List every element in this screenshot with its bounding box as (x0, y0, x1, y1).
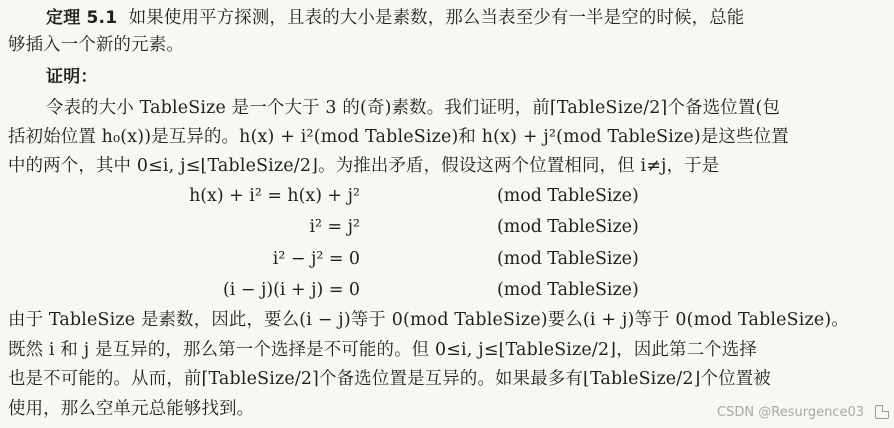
conclusion-line-3: 也是不可能的。从而，前⌈TableSize/2⌉个备选位置是互异的。如果最多有⌊TableSize/2⌋个位置被 (8, 369, 771, 389)
conclusion-line-1: 由于 TableSize 是素数，因此，要么(i − j)等于 0(mod TableSize)要么(i + j)等于 0(mod TableSize)。 (8, 310, 849, 330)
theorem-text-1: 如果使用平方探测，且表的大小是素数，那么当表至少有一半是空的时候，总能 (128, 8, 745, 28)
conclusion-line-2: 既然 i 和 j 是互异的，那么第一个选择是不可能的。但 0≤i, j≤⌊TableSize/2⌋，因此第二个选择 (8, 340, 757, 360)
proof-line-2: 括初始位置 h₀(x))是互异的。h(x) + i²(mod TableSize)和 h(x) + j²(mod TableSize)是这些位置 (8, 127, 789, 147)
theorem-line-1 (46, 7, 744, 29)
equation-1-left: h(x) + i² = h(x) + j² (189, 186, 360, 206)
theorem-line-2: 够插入一个新的元素。 (8, 35, 184, 55)
equation-1-right: (mod TableSize) (497, 186, 639, 206)
equation-4-right: (mod TableSize) (497, 280, 639, 300)
equation-3-left: i² − j² = 0 (272, 249, 360, 269)
theorem-heading: 定理 5.1 (46, 8, 118, 28)
equation-2-right: (mod TableSize) (497, 217, 639, 237)
equation-4-left: (i − j)(i + j) = 0 (223, 280, 360, 300)
equation-3-right: (mod TableSize) (497, 249, 639, 269)
equation-2-left: i² = j² (309, 217, 360, 237)
proof-line-3: 中的两个，其中 0≤i, j≤⌊TableSize/2⌋。为推出矛盾，假设这两个位置相同，但 i≠j，于是 (8, 156, 720, 176)
conclusion-line-4: 使用，那么空单元总能够找到。 (8, 399, 255, 419)
csdn-watermark: CSDN @Resurgence03 (717, 405, 864, 420)
proof-line-1: 令表的大小 TableSize 是一个大于 3 的(奇)素数。我们证明，前⌈TableSize/2⌉个备选位置(包 (46, 98, 781, 118)
expand-icon[interactable] (875, 405, 889, 419)
proof-heading: 证明： (46, 67, 98, 87)
